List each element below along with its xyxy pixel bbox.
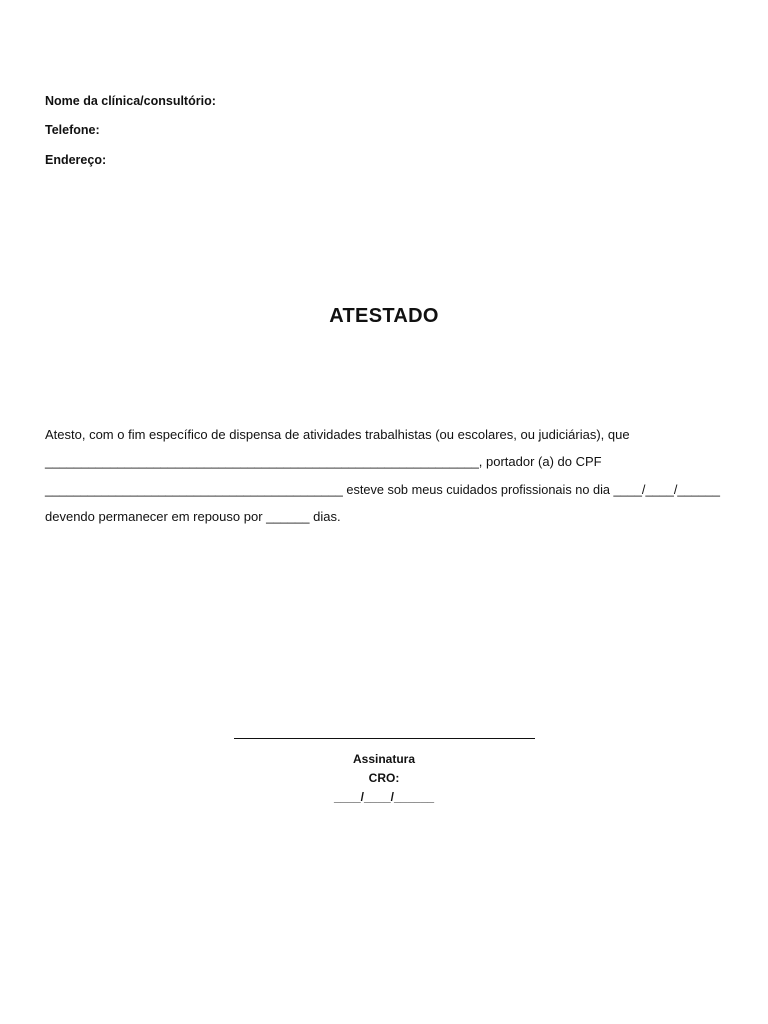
signature-label: Assinatura bbox=[352, 752, 416, 766]
document-title: ATESTADO bbox=[329, 305, 439, 327]
signature-date-blank: ____/____/______ bbox=[333, 790, 435, 804]
address-label: Endereço: bbox=[45, 153, 107, 167]
body-line-2: ____________________________________________________________, portador (a) do CPF bbox=[45, 454, 602, 469]
clinic-name-label: Nome da clínica/consultório: bbox=[45, 94, 216, 108]
body-line-1: Atesto, com o fim específico de dispensa de atividades trabalhistas (ou escolares, ou judiciárias), que bbox=[45, 427, 630, 442]
signature-line bbox=[234, 738, 535, 739]
body-line-3: __________________________________________ esteve sob meus cuidados profissionais no dia ____/____/______ bbox=[45, 482, 720, 497]
cro-label: CRO: bbox=[368, 771, 400, 785]
phone-label: Telefone: bbox=[45, 123, 100, 137]
body-line-4: devendo permanecer em repouso por ______ dias. bbox=[45, 509, 341, 524]
